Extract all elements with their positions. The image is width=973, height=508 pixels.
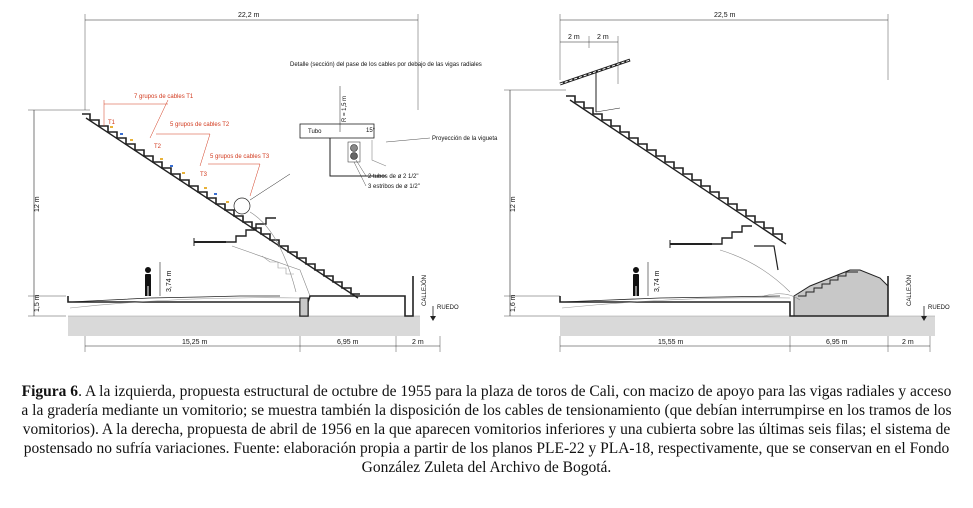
detail-title: Detalle (sección) del pase de los cables por debajo de las vigas radiales bbox=[290, 62, 482, 68]
svg-text:Detalle (sección) del pase de bbox=[290, 62, 482, 68]
right-dim-height: 12 m bbox=[510, 196, 517, 212]
left-dim-height: 12 m bbox=[34, 196, 41, 212]
left-dim-person: 3,74 m bbox=[166, 270, 173, 292]
left-person-silhouette bbox=[145, 267, 151, 296]
left-dim-bottom-1: 15,25 m bbox=[182, 339, 208, 346]
figure-caption-text: . A la izquierda, propuesta estructural de octubre de 1955 para la plaza de toros de Cali, con macizo de apoyo para las vigas radiales y acceso a la gradería mediante un vomitorio; se muestra también la disposición de los cables de tensionamiento (que debían interrumpirse en los tramos de los vomitorios). A la derecha, propuesta de abril de 1956 en la que aparecen vomitorios inferiores y una cubierta sobre las últimas seis filas; el sistema de postensado no sufría variaciones. Fuente: elaboración propia a partir de los planos PLE-22 y PLA-18, respectivamente, que se conservan en el Fondo González Zuleta del Archivo de Bogotá. bbox=[21, 383, 952, 476]
left-dim-base: 1,5 m bbox=[34, 294, 41, 312]
right-dim-person: 3,74 m bbox=[654, 270, 661, 292]
detail-estribos: 3 estribos de ø 1/2" bbox=[368, 184, 420, 190]
figure-label: Figura 6 bbox=[21, 383, 79, 400]
right-dim-bottom-1: 15,55 m bbox=[658, 339, 684, 346]
cable-detail-section bbox=[290, 62, 498, 190]
left-dim-top-label: 22,2 m bbox=[238, 12, 260, 19]
right-lower-stand-fill bbox=[794, 270, 888, 316]
left-ruedo: RUEDO bbox=[437, 305, 459, 311]
detail-angle: 15° bbox=[366, 128, 376, 134]
figure-caption bbox=[20, 382, 953, 477]
left-ground bbox=[68, 316, 420, 336]
svg-text:7 grupos de cables T1 bbox=[134, 94, 194, 100]
left-callejon: CALLEJÓN bbox=[422, 274, 428, 306]
right-dim-bottom-2: 6,95 m bbox=[826, 339, 848, 346]
cable-group-2: 5 grupos de cables T2 bbox=[170, 122, 230, 128]
left-dim-bottom-3: 2 m bbox=[412, 339, 424, 346]
right-grandstand-steps bbox=[566, 96, 782, 240]
cable-code-t1: T1 bbox=[108, 120, 116, 126]
right-dim-small-1: 2 m bbox=[568, 34, 580, 41]
cable-annotations bbox=[104, 94, 270, 203]
right-roof-canopy bbox=[560, 60, 630, 112]
right-callejon: CALLEJÓN bbox=[907, 274, 913, 306]
right-person-silhouette bbox=[633, 267, 639, 296]
cable-code-t2: T2 bbox=[154, 144, 162, 150]
left-dim-bottom-2: 6,95 m bbox=[337, 339, 359, 346]
cable-group-1: 7 grupos de cables T1 bbox=[134, 94, 194, 100]
detail-proyeccion: Proyección de la vigueta bbox=[432, 136, 498, 142]
right-dim-small-2: 2 m bbox=[597, 34, 609, 41]
detail-radius: R = 1,5 m bbox=[342, 95, 348, 122]
cable-group-3: 5 grupos de cables T3 bbox=[210, 154, 270, 160]
right-dim-base: 1,6 m bbox=[510, 294, 517, 312]
cable-code-t3: T3 bbox=[200, 172, 208, 178]
left-grandstand-steps bbox=[82, 114, 360, 294]
detail-tubo: Tubo bbox=[308, 129, 322, 135]
right-dim-top-label: 22,5 m bbox=[714, 12, 736, 19]
right-section bbox=[504, 12, 950, 352]
detail-tubos: 2 tubos de ø 2 1/2" bbox=[368, 174, 419, 180]
right-ruedo: RUEDO bbox=[928, 305, 950, 311]
svg-text:5 grupos de cables T3 bbox=[210, 154, 270, 160]
right-dim-bottom-3: 2 m bbox=[902, 339, 914, 346]
svg-text:5 grupos de cables T2 bbox=[170, 122, 230, 128]
